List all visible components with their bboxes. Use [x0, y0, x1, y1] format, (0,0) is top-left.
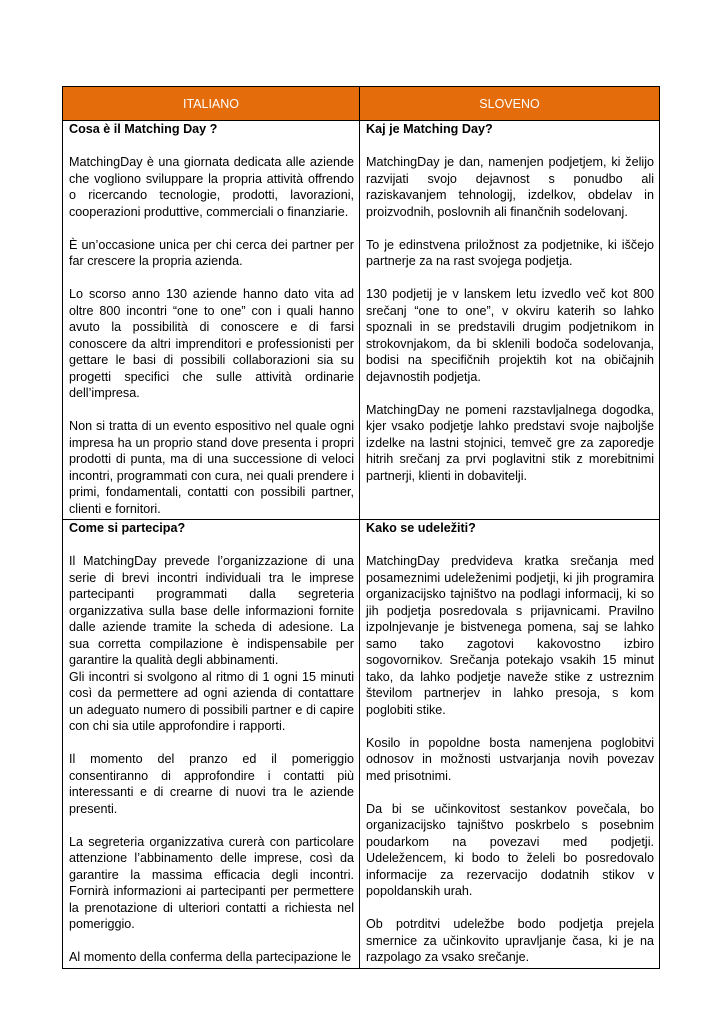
header-sloveno: SLOVENO: [360, 87, 660, 121]
cell-italian-how-to: [63, 520, 360, 969]
paragraph: 130 podjetij je v lanskem letu izvedlo več kot 800 srečanj “one to one”, v okviru katerih so lahko spoznali in se predstavili drugim podjetnikom in strokovnjakom, da bi sklenili bodoča sodelovanja, bodisi na specifičnih projektih kot na običajnih dejavnostih podjetja.: [366, 287, 654, 384]
cell-slovene-what-is: [360, 121, 660, 520]
paragraph: Lo scorso anno 130 aziende hanno dato vita ad oltre 800 incontri “one to one” con i quali hanno avuto la possibilità di conoscere e di farsi conoscere da altri imprenditori e professionisti per gettare le basi di possibili collaborazioni sia su progetti specifici che sulle attività ordinarie dell’impresa.: [69, 287, 354, 400]
bilingual-table: [62, 86, 660, 969]
question-heading: Kako se udeležiti?: [366, 521, 476, 535]
paragraph: È un’occasione unica per chi cerca dei partner per far crescere la propria azienda.: [69, 237, 354, 268]
paragraph: Il MatchingDay prevede l’organizzazione di una serie di brevi incontri individuali tra le imprese partecipanti programmati dalla segreteria organizzativa sulla base delle informazioni fornite dalle aziende tramite la scheda di adesione. La sua corretta compilazione è indispensabile per garantire la qualità degli abbinamenti.: [69, 554, 354, 667]
paragraph: Gli incontri si svolgono al ritmo di 1 ogni 15 minuti così da permettere ad ogni azienda di contattare un adeguato numero di possibili partner e di capire con chi sia utile approfondire i rapporti.: [69, 669, 354, 733]
paragraph: Ob potrditvi udeležbe bodo podjetja prejela smernice za učinkovito upravljanje časa, ki je na razpolago za vsako srečanje.: [366, 917, 654, 964]
question-heading: Come si partecipa?: [69, 521, 186, 535]
paragraph: Il momento del pranzo ed il pomeriggio consentiranno di approfondire i contatti più interessanti e di crearne di nuovi tra le aziende presenti.: [69, 752, 354, 816]
paragraph: MatchingDay predvideva kratka srečanja med posameznimi udeleženimi podjetji, ki jih programira organizacijsko tajništvo na podlagi informacij, ki so jih podjetja posredovala s prijavnicami. Pravilno izpolnjevanje je bistvenega pomena, saj se lahko samo tako zagotovi kakovostno izbiro sogovornikov. Srečanja potekajo vsakih 15 minut tako, da lahko podjetje naveže stike z ustreznim številom partnerjev in lahko presoja, s kom poglobiti stike.: [366, 554, 654, 717]
paragraph: MatchingDay è una giornata dedicata alle aziende che vogliono sviluppare la propria attività offrendo o ricercando tecnologie, prodotti, lavorazioni, cooperazioni produttive, commerciali o finanziarie.: [69, 155, 354, 219]
header-italiano: ITALIANO: [63, 87, 360, 121]
paragraph: To je edinstvena priložnost za podjetnike, ki iščejo partnerje za na rast svojega podjetja.: [366, 237, 654, 268]
paragraph: Kosilo in popoldne bosta namenjena poglobitvi odnosov in možnosti ustvarjanja novih povezav med prisotnimi.: [366, 735, 654, 783]
paragraph: Al momento della conferma della partecipazione le: [69, 950, 352, 964]
cell-slovene-how-to: [360, 520, 660, 969]
question-heading: Kaj je Matching Day?: [366, 122, 493, 136]
paragraph: Da bi se učinkovitost sestankov povečala, bo organizacijsko tajništvo poskrbelo s posebnim poudarkom na povezavi med podjetji. Udeležencem, ki bodo to želeli bo posredovalo informacije za rezervacijo dodatnih stikov v popoldanskih urah.: [366, 801, 654, 898]
paragraph: Non si tratta di un evento espositivo nel quale ogni impresa ha un proprio stand dove presenta i propri prodotti di punta, ma di una successione di veloci incontri, programmati con cura, nei quali prendere i primi, fondamentali, contatti con possibili partner, clienti e fornitori.: [69, 419, 354, 516]
table-row: [63, 520, 660, 969]
paragraph: MatchingDay ne pomeni razstavljalnega dogodka, kjer vsako podjetje lahko predstavi svoje najboljše izdelke na lastni stojnici, temveč gre za zaporedje hitrih srečanj za prvi poglavitni stik z morebitnimi partnerji, klienti in dobavitelji.: [366, 402, 654, 483]
paragraph: La segreteria organizzativa curerà con particolare attenzione l’abbinamento delle imprese, così da garantire la massima efficacia degli incontri. Fornirà informazioni ai partecipanti per permettere la prenotazione di ulteriori contatti a richiesta nel pomeriggio.: [69, 834, 354, 931]
paragraph: MatchingDay je dan, namenjen podjetjem, ki želijo razvijati svojo dejavnost s ponudbo ali raziskavanjem tehnologij, izdelkov, obdelav in proizvodnih, poslovnih ali finančnih sodelovanj.: [366, 155, 654, 219]
cell-italian-what-is: [63, 121, 360, 520]
table-row: [63, 121, 660, 520]
header-row: [63, 87, 660, 121]
question-heading: Cosa è il Matching Day ?: [69, 122, 218, 136]
